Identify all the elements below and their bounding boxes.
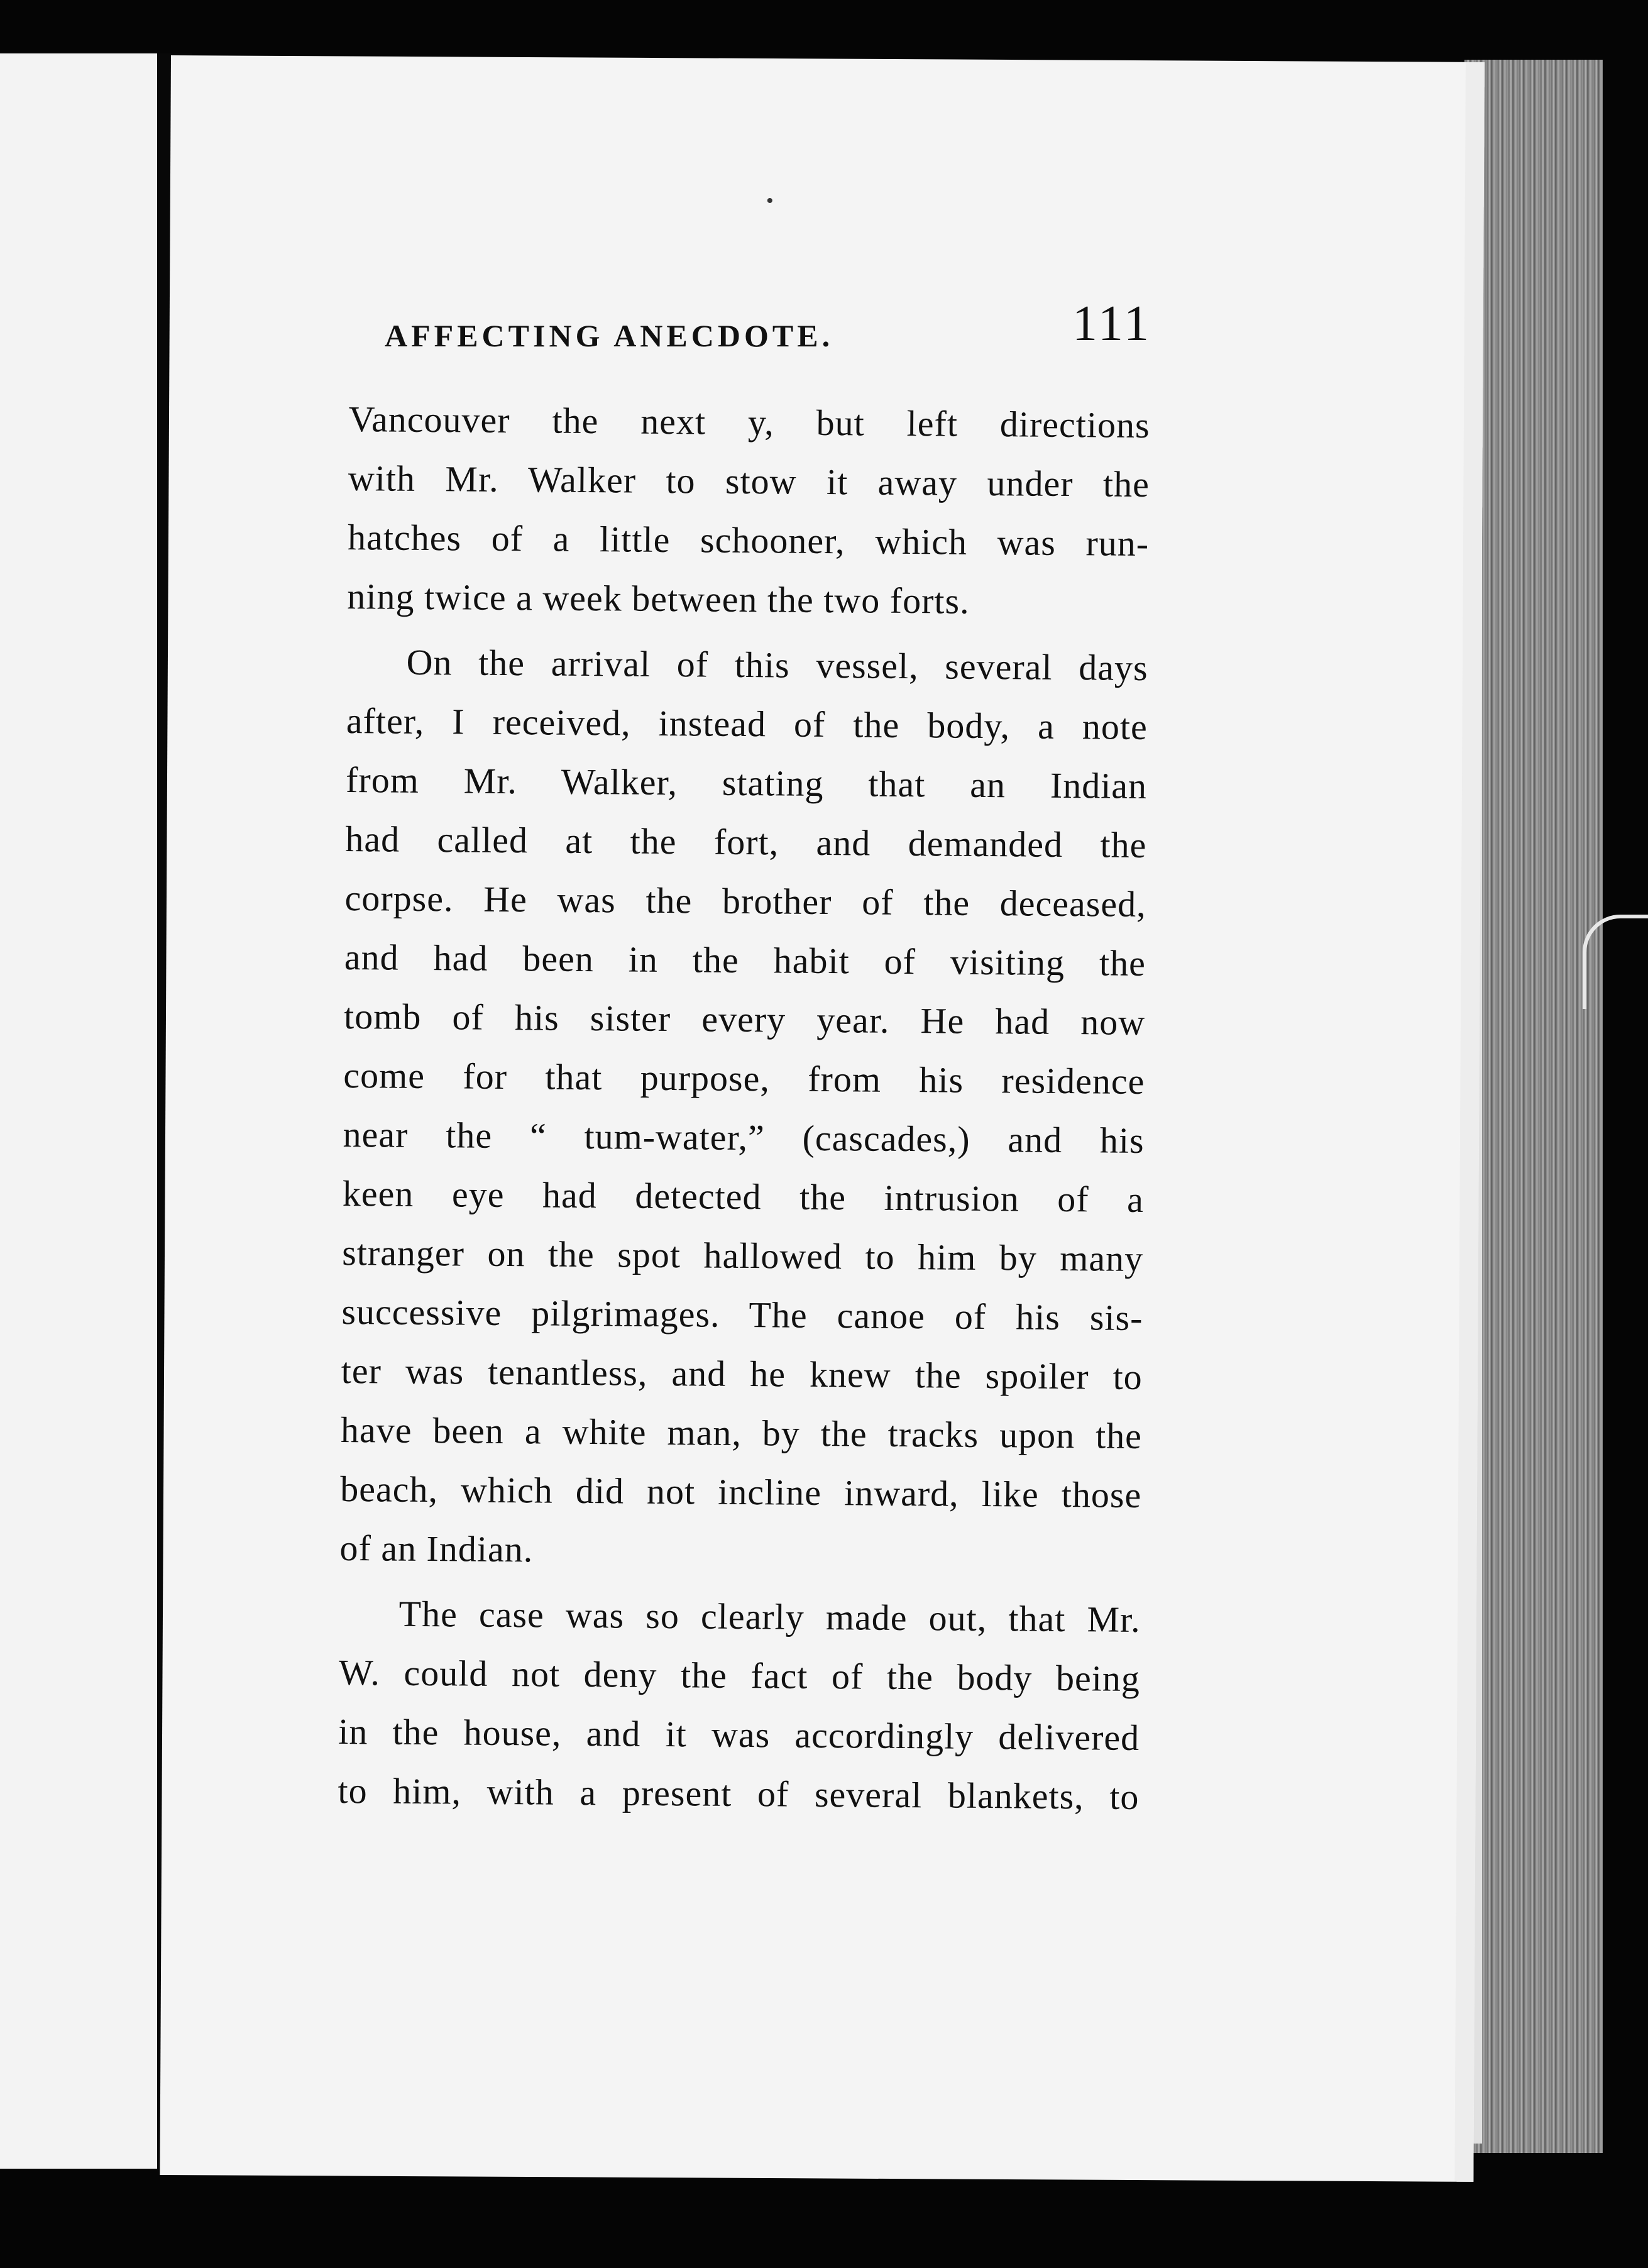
body-text: [338, 390, 1150, 1827]
text-line: with Mr. Walker to stow it away under the: [348, 457, 1150, 505]
text-line: On the arrival of this vessel, several days: [406, 641, 1148, 688]
page-edges: [1464, 60, 1603, 2153]
running-head: AFFECTING ANECDOTE.: [385, 318, 834, 353]
text-line: have been a white man, by the tracks upon the: [340, 1409, 1143, 1456]
text-line: ning twice a week between the two forts.: [347, 575, 970, 622]
text-line: and had been in the habit of visiting the: [344, 936, 1146, 984]
paper-speck: [767, 198, 772, 203]
page-header: [385, 277, 1151, 377]
text-line: near the “ tum-water,” (cascades,) and his: [343, 1113, 1145, 1161]
text-line: stranger on the spot hallowed to him by many: [341, 1231, 1144, 1279]
text-line: W. could not deny the fact of the body being: [338, 1651, 1141, 1699]
text-line: of an Indian.: [339, 1527, 534, 1570]
text-line: to him, with a present of several blankets, to: [338, 1770, 1140, 1817]
text-line: keen eye had detected the intrusion of a: [342, 1172, 1145, 1220]
facing-page: [0, 53, 157, 2169]
text-line: beach, which did not incline inward, like those: [340, 1468, 1142, 1516]
text-line: from Mr. Walker, stating that an Indian: [345, 759, 1148, 806]
text-line: corpse. He was the brother of the deceased,: [344, 877, 1146, 925]
text-line: tomb of his sister every year. He had now: [343, 995, 1146, 1043]
text-line: successive pilgrimages. The canoe of his sis-: [341, 1291, 1143, 1338]
text-line: after, I received, instead of the body, a note: [346, 700, 1148, 747]
text-line: hatches of a little schooner, which was run-: [347, 516, 1150, 564]
text-line: come for that purpose, from his residence: [343, 1054, 1145, 1102]
page-number: 111: [1072, 296, 1151, 351]
page-edge-tab: [1583, 915, 1648, 1009]
text-line: The case was so clearly made out, that Mr.: [398, 1593, 1141, 1640]
text-line: Vancouver the next y, but left directions: [348, 398, 1150, 446]
text-line: ter was tenantless, and he knew the spoiler to: [341, 1350, 1143, 1397]
text-line: in the house, and it was accordingly delivered: [338, 1710, 1140, 1758]
text-line: had called at the fort, and demanded the: [345, 818, 1147, 866]
